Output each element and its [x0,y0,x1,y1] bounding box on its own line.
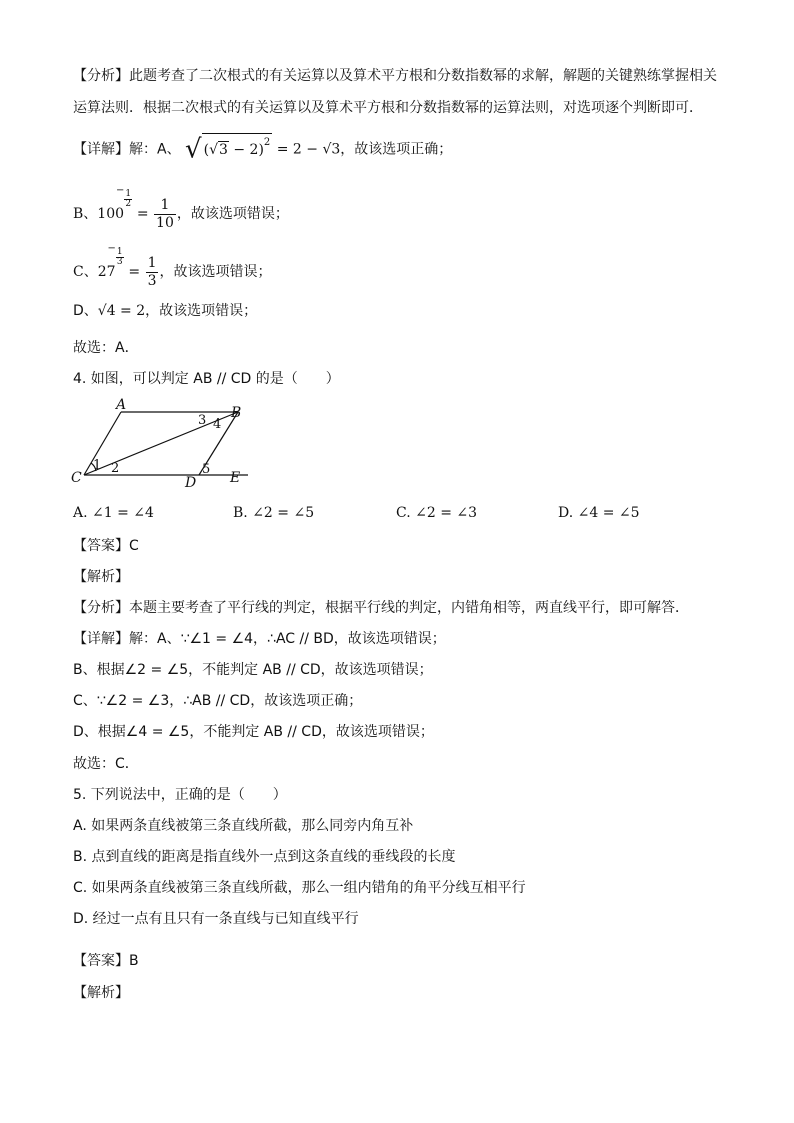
detail-prefix: 解：A、 [129,141,181,158]
q4-detail-3: C、∵∠2 = ∠3，∴AB // CD，故该选项正确； [73,693,363,709]
d-comment: ，故该选项错误； [145,303,258,319]
q5-jiexi: 【解析】 [73,985,129,1001]
label-c: C [71,470,82,486]
angle-label-1: 1 [93,458,102,473]
q4-detail-2: B、根据∠2 = ∠5，不能判定 AB // CD，故该选项错误； [73,662,433,678]
angle-label-4: 4 [213,417,222,432]
a-result: = 2 − √3 [276,141,341,158]
q4-detail-4: D、根据∠4 = ∠5，不能判定 AB // CD，故该选项错误； [73,724,434,740]
detail-tag: 【详解】 [73,141,129,158]
angle-label-2: 2 [111,461,120,476]
q5-option-a: A. 如果两条直线被第三条直线所截，那么同旁内角互补 [73,818,414,834]
parallelogram-figure [66,395,256,490]
q4-option-a: A. ∠1 = ∠4 [73,505,154,521]
q4-option-c: C. ∠2 = ∠3 [396,505,478,521]
q4-answer: 【答案】C [73,538,139,554]
q3-option-d [73,301,257,321]
label-b: B [231,405,242,421]
b-exponent: − 1 2 [116,185,132,209]
q4-jiexi: 【解析】 [73,569,129,585]
angle-label-5: 5 [202,462,211,477]
label-e: E [230,470,241,486]
c-exponent: − 1 3 [107,243,123,267]
b-fraction: $\frac{1}{10}$ [156,196,174,231]
q5-option-b: B. 点到直线的距离是指直线外一点到这条直线的垂线段的长度 [73,849,456,865]
q3-option-b: B、100− 1 2 = $\frac{1}{10}$ ，故该选项错误； [73,180,289,234]
label-a: A [116,397,127,413]
q5-answer: 【答案】B [73,953,139,969]
b-comment: ，故该选项错误； [176,206,289,222]
c-fraction: $\frac{1}{3}$ [147,254,157,289]
b-label: B、100 [73,206,125,222]
d-math: √4 = 2 [97,303,146,319]
nested-radical: √ $(√3 - 2)^2$ [185,134,271,165]
q4-detail-1: 【详解】解：A、∵∠1 = ∠4，∴AC // BD，故该选项错误； [73,631,446,647]
q5-option-d: D. 经过一点有且只有一条直线与已知直线平行 [73,911,359,927]
angle-label-3: 3 [198,413,207,428]
analysis-text: 此题考查了二次根式的有关运算以及算术平方根和分数指数幂的求解，解题的关键熟练掌握相关 [129,68,717,84]
q3-detail-a [73,133,452,166]
q4-choice: 故选：C． [73,756,139,772]
q4-analysis: 【分析】本题主要考查了平行线的判定，根据平行线的判定，内错角相等，两直线平行，即可解答． [73,600,689,616]
q5-stem: 5. 下列说法中，正确的是（ ） [73,787,287,803]
c-label: C、27 [73,264,116,280]
q5-option-c: C. 如果两条直线被第三条直线所截，那么一组内错角的角平分线互相平行 [73,880,526,896]
q3-choice: 故选：A． [73,340,139,356]
c-comment: ，故该选项错误； [159,264,272,280]
q3-option-c: C、27− 1 3 = $\frac{1}{3}$ ，故该选项错误； [73,238,271,292]
a-comment: ，故该选项正确； [340,141,453,158]
label-d: D [185,475,197,490]
d-label: D、 [73,303,98,319]
q3-analysis-line1 [73,66,717,86]
q4-option-b: B. ∠2 = ∠5 [233,505,315,521]
analysis-tag: 【分析】 [73,68,129,84]
q4-option-d: D. ∠4 = ∠5 [558,505,640,521]
q3-analysis-line2: 运算法则．根据二次根式的有关运算以及算术平方根和分数指数幂的运算法则，对选项逐个判断即可． [73,100,703,116]
q4-stem: 4. 如图，可以判定 AB // CD 的是（ ） [73,371,340,387]
